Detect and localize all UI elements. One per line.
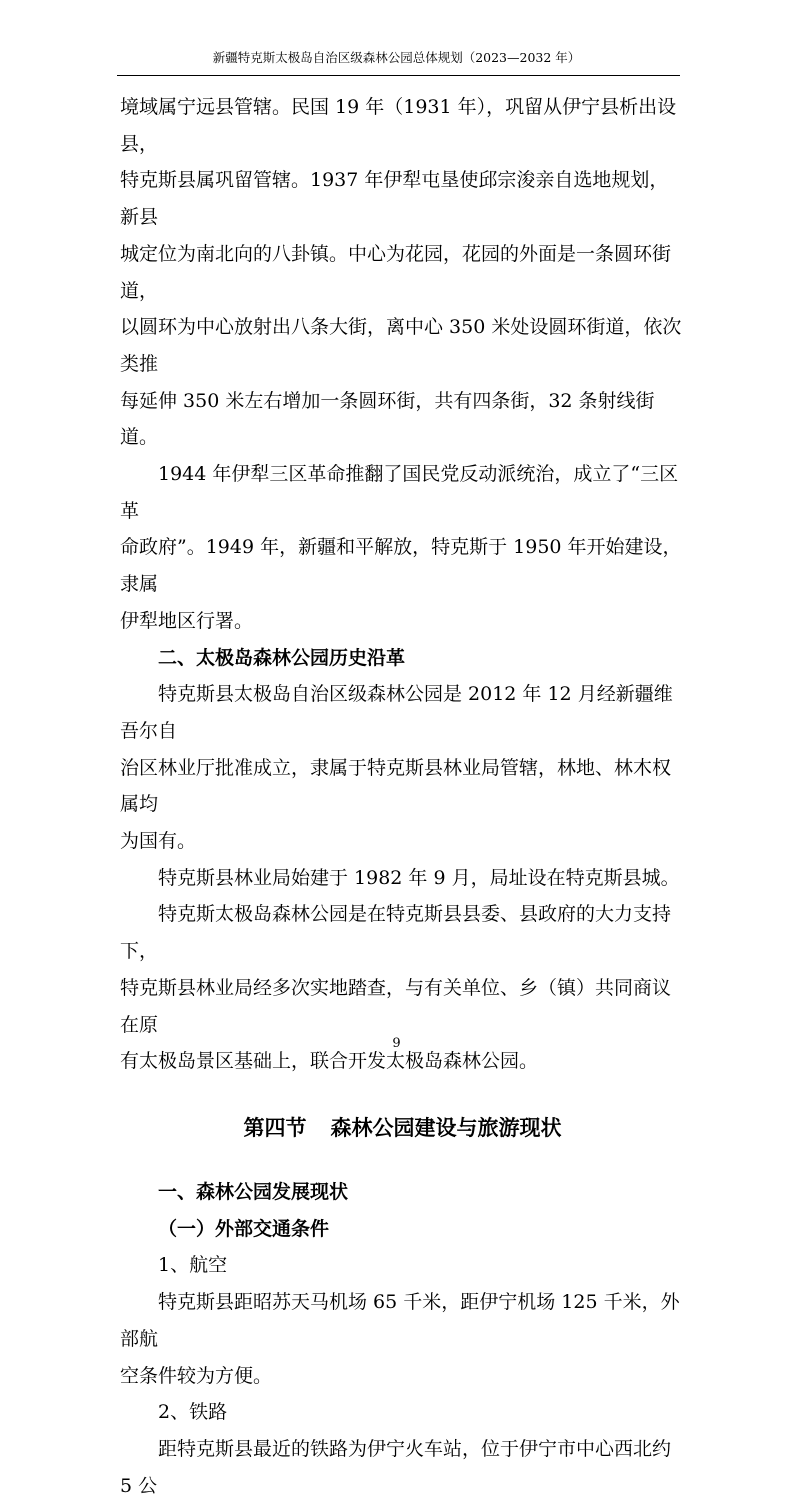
body-text	[120, 89, 685, 1504]
paragraph-park-founding	[120, 676, 685, 860]
paragraph-forestry-bureau: 特克斯县林业局始建于 1982 年 9 月，局址设在特克斯县城。	[158, 866, 680, 889]
text-line: 1944 年伊犁三区革命推翻了国民党反动派统治，成立了“三区革	[120, 463, 679, 522]
text-line: 特克斯县太极岛自治区级森林公园是 2012 年 12 月经新疆维吾尔自	[120, 683, 673, 742]
text-line: 每延伸 350 米左右增加一条圆环街，共有四条街，32 条射线街道。	[120, 389, 655, 449]
page-number: 9	[392, 1036, 401, 1051]
text-line: 为国有。	[120, 830, 197, 853]
text-line: 特克斯县林业局经多次实地踏查，与有关单位、乡（镇）共同商议在原	[120, 976, 672, 1036]
item-railway-label: 2、铁路	[158, 1401, 228, 1424]
paragraph-revolution	[120, 456, 685, 640]
text-line: 境域属宁远县管辖。民国 19 年（1931 年），巩留从伊宁县析出设县，	[120, 96, 677, 155]
text-line: 城定位为南北向的八卦镇。中心为花园，花园的外面是一条圆环街道，	[120, 242, 672, 302]
section-heading	[120, 1110, 685, 1146]
paragraph-aviation	[120, 1284, 685, 1394]
text-line: 命政府”。1949 年，新疆和平解放，特克斯于 1950 年开始建设，隶属	[120, 536, 682, 596]
item-aviation-label: 1、航空	[158, 1254, 228, 1277]
text-line: 距特克斯县最近的铁路为伊宁火车站，位于伊宁市中心西北约 5 公	[120, 1437, 672, 1497]
text-line: 以圆环为中心放射出八条大街，离中心 350 米处设圆环街道，依次类推	[120, 316, 682, 375]
text-line: 特克斯县属巩留管辖。1937 年伊犁屯垦使邱宗浚亲自选地规划，新县	[120, 169, 669, 229]
heading-park-history: 二、太极岛森林公园历史沿革	[158, 646, 406, 669]
heading-development-status: 一、森林公园发展现状	[158, 1180, 349, 1203]
text-line: 空条件较为方便。	[120, 1364, 273, 1387]
section-title: 森林公园建设与旅游现状	[330, 1114, 562, 1140]
paragraph-railway	[120, 1431, 685, 1504]
text-line: 有太极岛景区基础上，联合开发太极岛森林公园。	[120, 1050, 539, 1073]
section-number: 第四节	[243, 1114, 307, 1140]
header-divider	[117, 75, 680, 76]
text-line: 特克斯县距昭苏天马机场 65 千米，距伊宁机场 125 千米，外部航	[120, 1291, 680, 1350]
paragraph-history-county	[120, 89, 685, 456]
heading-external-traffic: （一）外部交通条件	[158, 1217, 330, 1240]
text-line: 伊犁地区行署。	[120, 609, 254, 632]
running-header: 新疆特克斯太极岛自治区级森林公园总体规划（2023—2032 年）	[212, 50, 581, 65]
text-line: 特克斯太极岛森林公园是在特克斯县县委、县政府的大力支持下，	[120, 903, 672, 963]
text-line: 治区林业厅批准成立，隶属于特克斯县林业局管辖，林地、林木权属均	[120, 756, 672, 816]
